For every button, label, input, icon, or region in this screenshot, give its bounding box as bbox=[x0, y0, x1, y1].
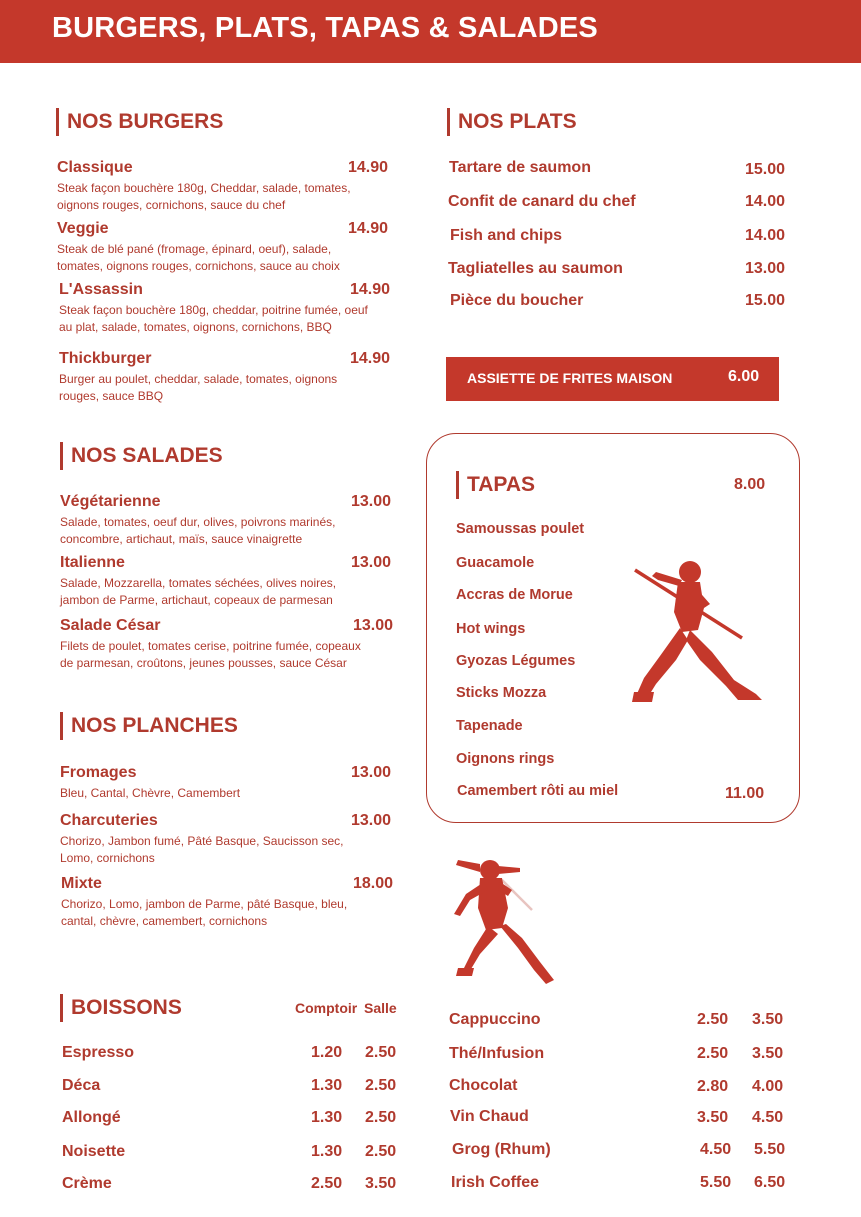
burger-name: Classique bbox=[57, 159, 133, 176]
drink-salle: 4.00 bbox=[752, 1078, 784, 1095]
drink-comptoir: 1.30 bbox=[311, 1077, 343, 1094]
drink-name: Grog (Rhum) bbox=[452, 1141, 551, 1158]
salade-name: Salade César bbox=[60, 617, 161, 634]
frites-price: 6.00 bbox=[728, 368, 760, 385]
burger-name: Veggie bbox=[57, 220, 109, 237]
drink-salle: 2.50 bbox=[365, 1077, 397, 1094]
drink-name: Irish Coffee bbox=[451, 1174, 540, 1191]
burger-name: Thickburger bbox=[59, 350, 152, 367]
drink-comptoir: 2.80 bbox=[697, 1078, 729, 1095]
tapas-item: Accras de Morue bbox=[456, 587, 573, 603]
tapas-item: Camembert rôti au miel bbox=[457, 783, 619, 799]
burger-desc: Steak de blé pané (fromage, épinard, oeuf), salade, tomates, oignons rouges, cornichons, sauce au choix bbox=[57, 242, 340, 273]
drink-name: Allongé bbox=[62, 1109, 121, 1126]
drink-name: Vin Chaud bbox=[450, 1108, 529, 1125]
page-title: BURGERS, PLATS, TAPAS & SALADES bbox=[52, 12, 598, 44]
drink-salle: 3.50 bbox=[365, 1175, 397, 1192]
drink-salle: 3.50 bbox=[752, 1011, 784, 1028]
drink-comptoir: 1.30 bbox=[311, 1109, 343, 1126]
planche-price: 13.00 bbox=[351, 812, 392, 829]
planche-name: Charcuteries bbox=[60, 812, 158, 829]
drink-name: Thé/Infusion bbox=[449, 1045, 545, 1062]
planche-desc: Bleu, Cantal, Chèvre, Camembert bbox=[60, 786, 241, 800]
tapas-price: 8.00 bbox=[734, 476, 766, 493]
salade-price: 13.00 bbox=[353, 617, 394, 634]
plat-price: 15.00 bbox=[745, 292, 786, 309]
tapas-item: Tapenade bbox=[456, 718, 523, 734]
planche-name: Mixte bbox=[61, 875, 102, 892]
col-salle-header: Salle bbox=[364, 1000, 397, 1016]
drink-comptoir: 5.50 bbox=[700, 1174, 732, 1191]
salade-desc: Salade, tomates, oeuf dur, olives, poivrons marinés, concombre, artichaut, maïs, sauce vinaigrette bbox=[60, 515, 336, 546]
drink-name: Chocolat bbox=[449, 1077, 518, 1094]
drink-salle: 3.50 bbox=[752, 1045, 784, 1062]
drink-comptoir: 1.20 bbox=[311, 1044, 343, 1061]
plat-name: Fish and chips bbox=[450, 227, 563, 244]
plats-heading: NOS PLATS bbox=[447, 108, 577, 136]
plat-name: Confit de canard du chef bbox=[448, 193, 636, 210]
drink-name: Espresso bbox=[62, 1044, 135, 1061]
burger-name: L'Assassin bbox=[59, 281, 143, 298]
tapas-item: Samoussas poulet bbox=[456, 521, 585, 537]
frites-label: ASSIETTE DE FRITES MAISON bbox=[467, 370, 673, 386]
drink-name: Déca bbox=[62, 1077, 101, 1094]
tapas-item: Sticks Mozza bbox=[456, 685, 547, 701]
drink-comptoir: 3.50 bbox=[697, 1109, 729, 1126]
salades-heading: NOS SALADES bbox=[60, 442, 223, 470]
drink-salle: 5.50 bbox=[754, 1141, 786, 1158]
plat-price: 14.00 bbox=[745, 227, 786, 244]
tapas-item: Oignons rings bbox=[456, 751, 555, 767]
tapas-item: Hot wings bbox=[456, 621, 526, 637]
drink-salle: 2.50 bbox=[365, 1044, 397, 1061]
plat-name: Tartare de saumon bbox=[449, 159, 591, 176]
drink-comptoir: 2.50 bbox=[311, 1175, 343, 1192]
boissons-heading: BOISSONS bbox=[60, 994, 182, 1022]
planche-price: 13.00 bbox=[351, 764, 392, 781]
planches-heading: NOS PLANCHES bbox=[60, 712, 238, 740]
tapas-item: Gyozas Légumes bbox=[456, 653, 576, 669]
drink-comptoir: 2.50 bbox=[697, 1011, 729, 1028]
drink-comptoir: 2.50 bbox=[697, 1045, 729, 1062]
drink-salle: 4.50 bbox=[752, 1109, 784, 1126]
burger-price: 14.90 bbox=[350, 281, 391, 298]
burger-price: 14.90 bbox=[350, 350, 391, 367]
burgers-heading: NOS BURGERS bbox=[56, 108, 223, 136]
burger-desc: Burger au poulet, cheddar, salade, tomates, oignons rouges, sauce BBQ bbox=[59, 372, 338, 403]
drink-salle: 6.50 bbox=[754, 1174, 786, 1191]
tapas-camembert-price: 11.00 bbox=[725, 785, 765, 802]
ninja-staff-icon bbox=[630, 560, 765, 710]
drink-salle: 2.50 bbox=[365, 1143, 397, 1160]
tapas-heading: TAPAS bbox=[456, 471, 535, 499]
burger-desc: Steak façon bouchère 180g, cheddar, poitrine fumée, oeuf au plat, salade, tomates, oignons, cornichons, BBQ bbox=[59, 303, 368, 334]
drink-name: Cappuccino bbox=[449, 1011, 541, 1028]
planche-name: Fromages bbox=[60, 764, 137, 781]
salade-price: 13.00 bbox=[351, 554, 392, 571]
burger-price: 14.90 bbox=[348, 220, 389, 237]
ninja-sword-icon bbox=[450, 852, 560, 987]
salade-desc: Salade, Mozzarella, tomates séchées, olives noires, jambon de Parme, artichaut, copeaux de parmesan bbox=[60, 576, 337, 607]
drink-comptoir: 4.50 bbox=[700, 1141, 732, 1158]
plat-name: Tagliatelles au saumon bbox=[448, 260, 623, 277]
planche-price: 18.00 bbox=[353, 875, 394, 892]
salade-price: 13.00 bbox=[351, 493, 392, 510]
drink-salle: 2.50 bbox=[365, 1109, 397, 1126]
col-comptoir-header: Comptoir bbox=[295, 1000, 358, 1016]
plat-name: Pièce du boucher bbox=[450, 292, 584, 309]
planche-desc: Chorizo, Lomo, jambon de Parme, pâté Basque, bleu, cantal, chèvre, camembert, cornichons bbox=[61, 897, 348, 928]
drink-comptoir: 1.30 bbox=[311, 1143, 343, 1160]
plat-price: 13.00 bbox=[745, 260, 786, 277]
salade-name: Italienne bbox=[60, 554, 125, 571]
planche-desc: Chorizo, Jambon fumé, Pâté Basque, Saucisson sec, Lomo, cornichons bbox=[60, 834, 344, 865]
drink-name: Noisette bbox=[62, 1143, 126, 1160]
tapas-item: Guacamole bbox=[456, 555, 535, 571]
plat-price: 15.00 bbox=[745, 161, 786, 178]
burger-desc: Steak façon bouchère 180g, Cheddar, salade, tomates, oignons rouges, cornichons, sauce du chef bbox=[57, 181, 351, 212]
salade-desc: Filets de poulet, tomates cerise, poitrine fumée, copeaux de parmesan, croûtons, jeunes pousses, sauce César bbox=[60, 639, 361, 670]
burger-price: 14.90 bbox=[348, 159, 389, 176]
salade-name: Végétarienne bbox=[60, 493, 161, 510]
drink-name: Crème bbox=[62, 1175, 112, 1192]
plat-price: 14.00 bbox=[745, 193, 786, 210]
